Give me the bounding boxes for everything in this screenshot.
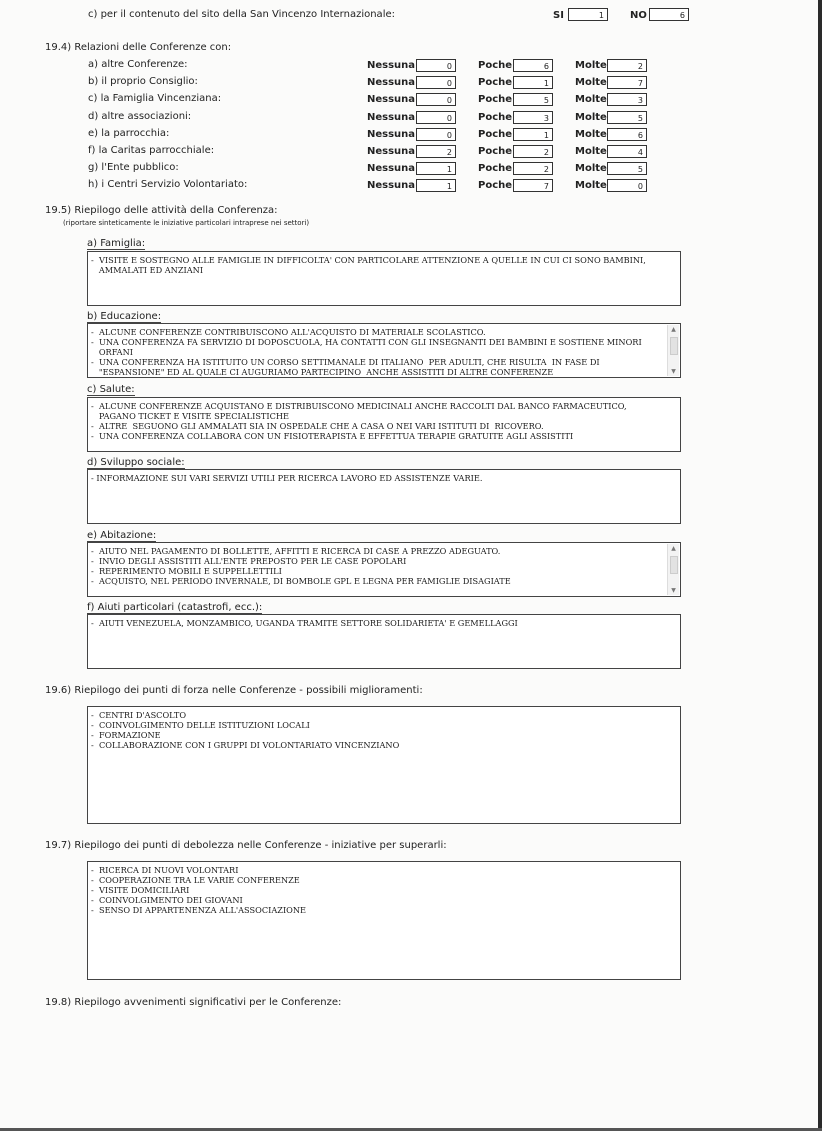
text-line: - COINVOLGIMENTO DEI GIOVANI bbox=[91, 895, 243, 905]
many-label: Molte bbox=[575, 180, 607, 191]
many-field[interactable]: 5 bbox=[607, 111, 647, 124]
relation-label: b) il proprio Consiglio: bbox=[88, 76, 198, 87]
salute-field[interactable] bbox=[87, 397, 681, 452]
abitazione-field[interactable] bbox=[87, 542, 681, 597]
text-line: - SENSO DI APPARTENENZA ALL'ASSOCIAZIONE bbox=[91, 905, 307, 915]
relation-label: e) la parrocchia: bbox=[88, 128, 170, 139]
many-label: Molte bbox=[575, 60, 607, 71]
relation-label: h) i Centri Servizio Volontariato: bbox=[88, 179, 248, 190]
events-title: 19.8) Riepilogo avvenimenti significativi per le Conferenze: bbox=[45, 997, 342, 1008]
text-line: "ESPANSIONE" ED AL QUALE CI AUGURIAMO PARTECIPINO ANCHE ASSISTITI DI ALTRE CONFERENZE bbox=[91, 367, 554, 377]
text-line: - AIUTO NEL PAGAMENTO DI BOLLETTE, AFFITTI E RICERCA DI CASE A PREZZO ADEGUATO. bbox=[91, 546, 501, 556]
no-label: NO bbox=[630, 10, 647, 21]
none-field[interactable]: 0 bbox=[416, 111, 456, 124]
none-label: Nessuna bbox=[367, 163, 416, 174]
many-field[interactable]: 4 bbox=[607, 145, 647, 158]
text-line: - REPERIMENTO MOBILI E SUPPELLETTILI bbox=[91, 566, 282, 576]
relation-label: f) la Caritas parrocchiale: bbox=[88, 145, 215, 156]
text-line: - COLLABORAZIONE CON I GRUPPI DI VOLONTARIATO VINCENZIANO bbox=[91, 740, 400, 750]
text-line: - UNA CONFERENZA FA SERVIZIO DI DOPOSCUOLA, HA CONTATTI CON GLI INSEGNANTI DEI BAMBINI E SOSTIENE MINORI bbox=[91, 337, 642, 347]
text-line: - UNA CONFERENZA COLLABORA CON UN FISIOTERAPISTA E EFFETTUA TERAPIE GRATUITE AGLI ASSISTITI bbox=[91, 431, 574, 441]
educazione-label: b) Educazione: bbox=[87, 311, 162, 322]
scroll-down-icon[interactable]: ▼ bbox=[671, 587, 676, 594]
relation-label: d) altre associazioni: bbox=[88, 111, 192, 122]
weaknesses-field[interactable] bbox=[87, 861, 681, 980]
no-field[interactable]: 6 bbox=[649, 8, 689, 21]
text-line: - FORMAZIONE bbox=[91, 730, 161, 740]
text-line: - VISITE E SOSTEGNO ALLE FAMIGLIE IN DIFFICOLTA' CON PARTICOLARE ATTENZIONE A QUELLE IN CUI CI SONO BAMBINI, bbox=[91, 255, 646, 265]
text-line: - AIUTI VENEZUELA, MONZAMBICO, UGANDA TRAMITE SETTORE SOLIDARIETA' E GEMELLAGGI bbox=[91, 618, 518, 628]
none-field[interactable]: 0 bbox=[416, 76, 456, 89]
none-field[interactable]: 0 bbox=[416, 128, 456, 141]
text-line: - INFORMAZIONE SUI VARI SERVIZI UTILI PER RICERCA LAVORO ED ASSISTENZE VARIE. bbox=[91, 473, 483, 483]
none-label: Nessuna bbox=[367, 60, 416, 71]
none-label: Nessuna bbox=[367, 77, 416, 88]
few-label: Poche bbox=[478, 60, 513, 71]
none-label: Nessuna bbox=[367, 180, 416, 191]
many-label: Molte bbox=[575, 146, 607, 157]
scroll-down-icon[interactable]: ▼ bbox=[671, 368, 676, 375]
none-field[interactable]: 1 bbox=[416, 179, 456, 192]
text-line: - CENTRI D'ASCOLTO bbox=[91, 710, 187, 720]
sviluppo-field[interactable] bbox=[87, 469, 681, 524]
text-line: - ALCUNE CONFERENZE ACQUISTANO E DISTRIBUISCONO MEDICINALI ANCHE RACCOLTI DAL BANCO FARMACEUTICO, bbox=[91, 401, 627, 411]
relation-label: g) l'Ente pubblico: bbox=[88, 162, 179, 173]
salute-label: c) Salute: bbox=[87, 384, 135, 395]
many-field[interactable]: 3 bbox=[607, 93, 647, 106]
many-field[interactable]: 2 bbox=[607, 59, 647, 72]
text-line: - ACQUISTO, NEL PERIODO INVERNALE, DI BOMBOLE GPL E LEGNA PER FAMIGLIE DISAGIATE bbox=[91, 576, 511, 586]
few-field[interactable]: 6 bbox=[513, 59, 553, 72]
relation-label: a) altre Conferenze: bbox=[88, 59, 188, 70]
none-label: Nessuna bbox=[367, 129, 416, 140]
few-field[interactable]: 7 bbox=[513, 179, 553, 192]
many-label: Molte bbox=[575, 112, 607, 123]
relation-label: c) la Famiglia Vincenziana: bbox=[88, 93, 222, 104]
scroll-up-icon[interactable]: ▲ bbox=[671, 326, 676, 333]
few-label: Poche bbox=[478, 129, 513, 140]
text-line: - COOPERAZIONE TRA LE VARIE CONFERENZE bbox=[91, 875, 300, 885]
text-line: - ALTRE SEGUONO GLI AMMALATI SIA IN OSPEDALE CHE A CASA O NEI VARI ISTITUTI DI RICOVERO. bbox=[91, 421, 544, 431]
few-label: Poche bbox=[478, 77, 513, 88]
activities-title: 19.5) Riepilogo delle attività della Conferenza: bbox=[45, 205, 278, 216]
strengths-title: 19.6) Riepilogo dei punti di forza nelle Conferenze - possibili miglioramenti: bbox=[45, 685, 423, 696]
text-line: - INVIO DEGLI ASSISTITI ALL'ENTE PREPOSTO PER LE CASE POPOLARI bbox=[91, 556, 407, 566]
scroll-thumb[interactable] bbox=[670, 337, 678, 355]
aiuti-field[interactable] bbox=[87, 614, 681, 669]
educazione-scrollbar[interactable] bbox=[667, 325, 679, 376]
strengths-field[interactable] bbox=[87, 706, 681, 824]
few-field[interactable]: 2 bbox=[513, 145, 553, 158]
text-line: ORFANI bbox=[91, 347, 133, 357]
few-field[interactable]: 5 bbox=[513, 93, 553, 106]
many-label: Molte bbox=[575, 129, 607, 140]
few-field[interactable]: 1 bbox=[513, 128, 553, 141]
few-label: Poche bbox=[478, 146, 513, 157]
abitazione-scrollbar[interactable] bbox=[667, 544, 679, 595]
educazione-field[interactable] bbox=[87, 323, 681, 378]
none-field[interactable]: 0 bbox=[416, 93, 456, 106]
site-content-label: c) per il contenuto del sito della San Vincenzo Internazionale: bbox=[88, 9, 395, 20]
sviluppo-label: d) Sviluppo sociale: bbox=[87, 457, 185, 468]
scroll-up-icon[interactable]: ▲ bbox=[671, 545, 676, 552]
few-field[interactable]: 3 bbox=[513, 111, 553, 124]
aiuti-label: f) Aiuti particolari (catastrofi, ecc.): bbox=[87, 602, 263, 613]
famiglia-field[interactable] bbox=[87, 251, 681, 306]
si-field[interactable]: 1 bbox=[568, 8, 608, 21]
many-label: Molte bbox=[575, 163, 607, 174]
text-line: - UNA CONFERENZA HA ISTITUITO UN CORSO SETTIMANALE DI ITALIANO PER ADULTI, CHE RISULTA IN FASE DI bbox=[91, 357, 600, 367]
few-label: Poche bbox=[478, 94, 513, 105]
none-label: Nessuna bbox=[367, 112, 416, 123]
relations-title: 19.4) Relazioni delle Conferenze con: bbox=[45, 42, 232, 53]
activities-note: (riportare sinteticamente le iniziative particolari intraprese nei settori) bbox=[63, 219, 310, 227]
many-label: Molte bbox=[575, 94, 607, 105]
few-field[interactable]: 1 bbox=[513, 76, 553, 89]
text-line: - ALCUNE CONFERENZE CONTRIBUISCONO ALL'ACQUISTO DI MATERIALE SCOLASTICO. bbox=[91, 327, 486, 337]
none-label: Nessuna bbox=[367, 146, 416, 157]
text-line: AMMALATI ED ANZIANI bbox=[91, 265, 204, 275]
none-label: Nessuna bbox=[367, 94, 416, 105]
few-label: Poche bbox=[478, 112, 513, 123]
text-line: - VISITE DOMICILIARI bbox=[91, 885, 190, 895]
many-field[interactable]: 0 bbox=[607, 179, 647, 192]
few-label: Poche bbox=[478, 163, 513, 174]
famiglia-label: a) Famiglia: bbox=[87, 238, 146, 249]
none-field[interactable]: 2 bbox=[416, 145, 456, 158]
scan-edge bbox=[818, 0, 822, 1131]
many-field[interactable]: 6 bbox=[607, 128, 647, 141]
si-label: SI bbox=[553, 10, 564, 21]
text-line: - COINVOLGIMENTO DELLE ISTITUZIONI LOCALI bbox=[91, 720, 310, 730]
many-field[interactable]: 5 bbox=[607, 162, 647, 175]
many-label: Molte bbox=[575, 77, 607, 88]
none-field[interactable]: 0 bbox=[416, 59, 456, 72]
text-line: - RICERCA DI NUOVI VOLONTARI bbox=[91, 865, 239, 875]
weaknesses-title: 19.7) Riepilogo dei punti di debolezza nelle Conferenze - iniziative per superarli: bbox=[45, 840, 447, 851]
many-field[interactable]: 7 bbox=[607, 76, 647, 89]
scroll-thumb[interactable] bbox=[670, 556, 678, 574]
few-field[interactable]: 2 bbox=[513, 162, 553, 175]
text-line: PAGANO TICKET E VISITE SPECIALISTICHE bbox=[91, 411, 290, 421]
few-label: Poche bbox=[478, 180, 513, 191]
abitazione-label: e) Abitazione: bbox=[87, 530, 157, 541]
none-field[interactable]: 1 bbox=[416, 162, 456, 175]
